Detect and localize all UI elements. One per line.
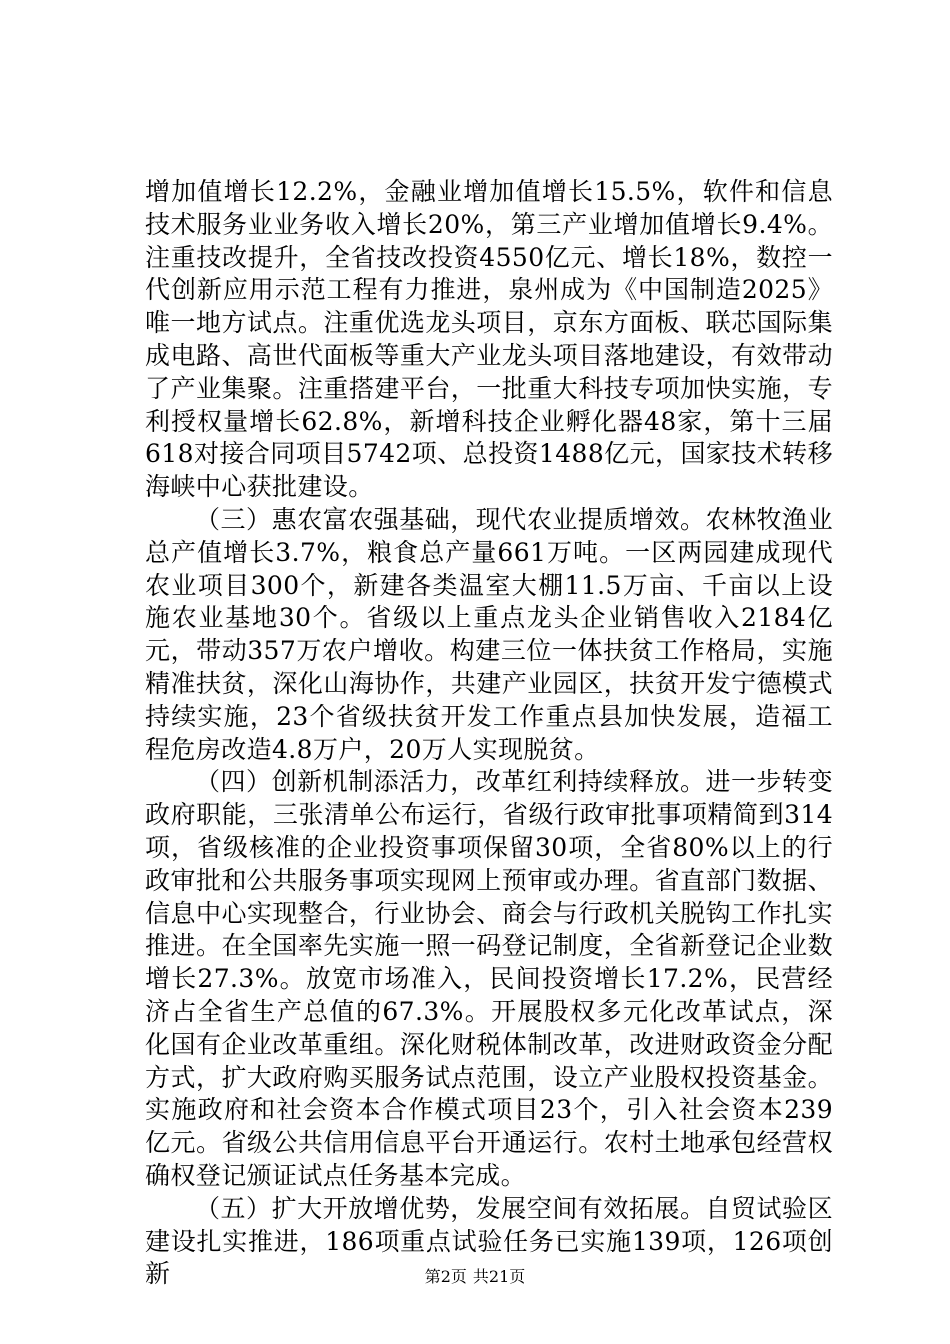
paragraph-agriculture: （三）惠农富农强基础，现代农业提质增效。农林牧渔业总产值增长3.7%，粮食总产量661万吨。一区两园建成现代农业项目300个，新建各类温室大棚11.5万亩、千亩以上设施农业基地30个。省级以上重点龙头企业销售收入2184亿元，带动357万农户增收。构建三位一体扶贫工作格局，实施精准扶贫，深化山海协作，共建产业园区，扶贫开发宁德模式持续实施，23个省级扶贫开发工作重点县加快发展，造福工程危房改造4.8万户，20万人实现脱贫。	[145, 504, 833, 764]
paragraph-continued: 增加值增长12.2%，金融业增加值增长15.5%，软件和信息技术服务业业务收入增长20%，第三产业增加值增长9.4%。注重技改提升，全省技改投资4550亿元、增长18%，数控一代创新应用示范工程有力推进，泉州成为《中国制造2025》唯一地方试点。注重优选龙头项目，京东方面板、联芯国际集成电路、高世代面板等重大产业龙头项目落地建设，有效带动了产业集聚。注重搭建平台，一批重大科技专项加快实施，专利授权量增长62.8%，新增科技企业孵化器48家，第十三届618对接合同项目5742项、总投资1488亿元，国家技术转移海峡中心获批建设。	[145, 177, 833, 502]
page-number: 第2页	[424, 1267, 467, 1286]
page-total: 共21页	[472, 1267, 526, 1286]
paragraph-reform: （四）创新机制添活力，改革红利持续释放。进一步转变政府职能，三张清单公布运行，省级行政审批事项精简到314项，省级核准的企业投资事项保留30项，全省80%以上的行政审批和公共服务事项实现网上预审或办理。省直部门数据、信息中心实现整合，行业协会、商会与行政机关脱钩工作扎实推进。在全国率先实施一照一码登记制度，全省新登记企业数增长27.3%。放宽市场准入，民间投资增长17.2%，民营经济占全省生产总值的67.3%。开展股权多元化改革试点，深化国有企业改革重组。深化财税体制改革，改进财政资金分配方式，扩大政府购买服务试点范围，设立产业股权投资基金。实施政府和社会资本合作模式项目23个，引入社会资本239亿元。省级公共信用信息平台开通运行。农村土地承包经营权确权登记颁证试点任务基本完成。	[145, 767, 833, 1190]
paragraph-opening: （五）扩大开放增优势，发展空间有效拓展。自贸试验区建设扎实推进，186项重点试验任务已实施139项，126项创新	[145, 1193, 833, 1289]
document-body	[145, 176, 833, 1291]
page-footer	[0, 1267, 950, 1287]
